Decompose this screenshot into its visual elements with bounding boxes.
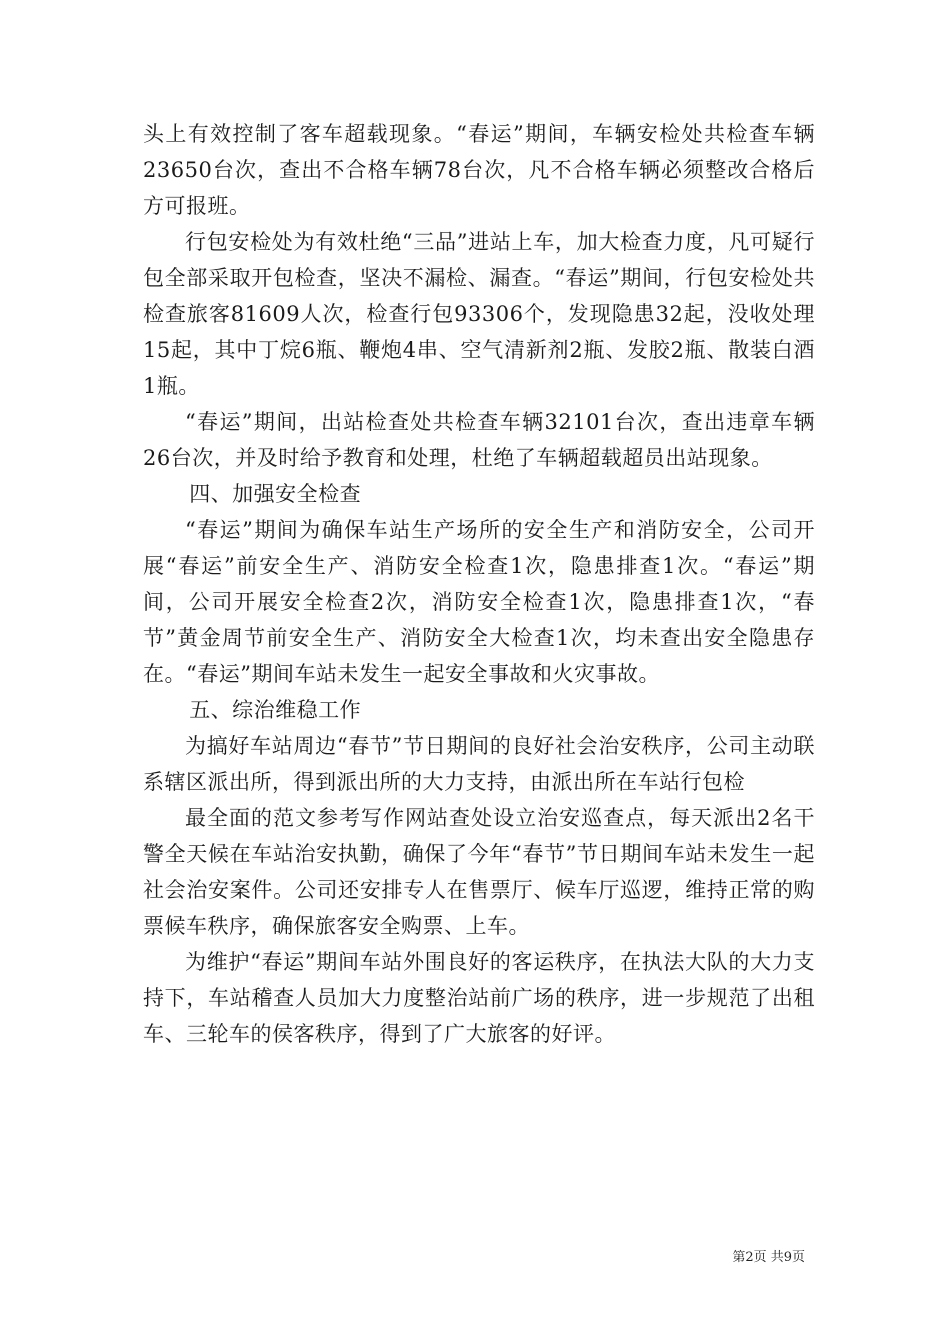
- paragraph-continuation: 头上有效控制了客车超载现象。“春运”期间，车辆安检处共检查车辆23650台次，查出不合格车辆78台次，凡不合格车辆必须整改合格后方可报班。: [143, 122, 815, 218]
- section-heading-stability: 五、综治维稳工作: [189, 698, 362, 722]
- paragraph-external-order: 为维护“春运”期间车站外围良好的客运秩序，在执法大队的大力支持下，车站稽查人员加大力度整治站前广场的秩序，进一步规范了出租车、三轮车的侯客秩序，得到了广大旅客的好评。: [143, 950, 815, 1046]
- paragraph-safety-check: “春运”期间为确保车站生产场所的安全生产和消防安全，公司开展“春运”前安全生产、消防安全检查1次，隐患排查1次。“春运”期间，公司开展安全检查2次，消防安全检查1次，隐患排查1次，“春节”黄金周节前安全生产、消防安全大检查1次，均未查出安全隐患存在。“春运”期间车站未发生一起安全事故和火灾事故。: [143, 518, 815, 686]
- page-number: 第2页 共9页: [732, 1250, 805, 1265]
- paragraph-police-liaison: 为搞好车站周边“春节”节日期间的良好社会治安秩序，公司主动联系辖区派出所，得到派出所的大力支持，由派出所在车站行包检: [143, 734, 815, 794]
- paragraph-luggage-inspection: 行包安检处为有效杜绝“三品”进站上车，加大检查力度，凡可疑行包全部采取开包检查，坚决不漏检、漏查。“春运”期间，行包安检处共检查旅客81609人次，检查行包93306个，发现隐患32起，没收处理15起，其中丁烷6瓶、鞭炮4串、空气清新剂2瓶、发胶2瓶、散装白酒1瓶。: [143, 230, 815, 398]
- section-heading-safety-check: 四、加强安全检查: [189, 482, 362, 506]
- paragraph-exit-inspection: “春运”期间，出站检查处共检查车辆32101台次，查出违章车辆26台次，并及时给予教育和处理，杜绝了车辆超载超员出站现象。: [143, 410, 815, 470]
- paragraph-patrol: 最全面的范文参考写作网站查处设立治安巡查点，每天派出2名干警全天候在车站治安执勤，确保了今年“春节”节日期间车站未发生一起社会治安案件。公司还安排专人在售票厅、候车厅巡逻，维持正常的购票候车秩序，确保旅客安全购票、上车。: [143, 806, 815, 938]
- document-body: [143, 116, 815, 1052]
